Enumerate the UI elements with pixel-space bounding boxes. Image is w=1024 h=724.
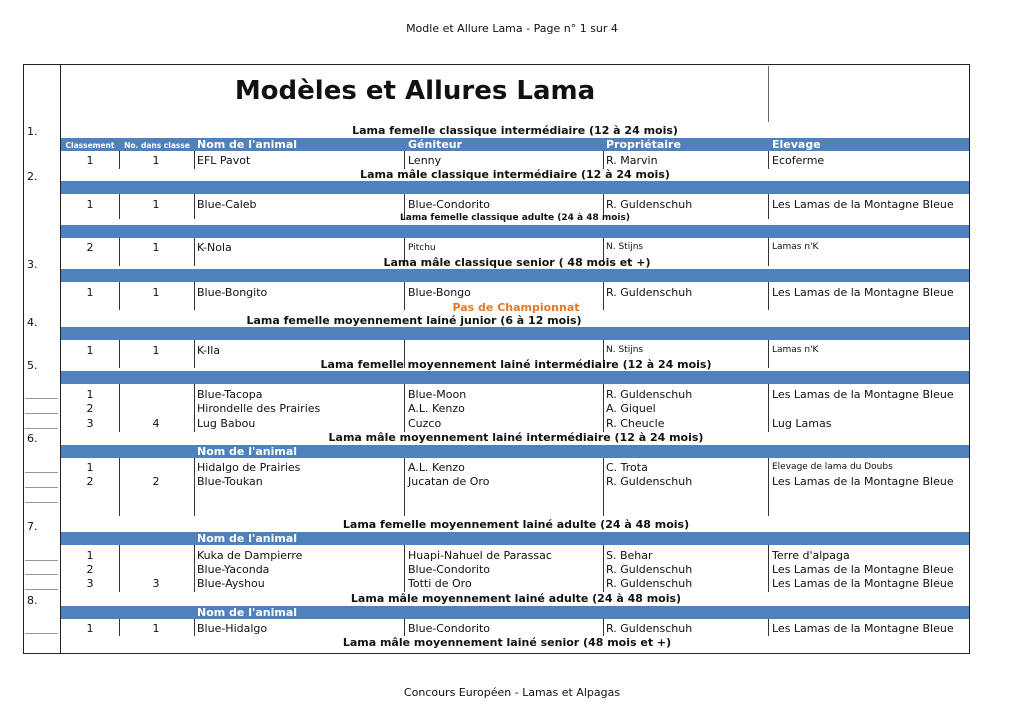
cell-breeder: Les Lamas de la Montagne Bleue xyxy=(772,198,954,211)
cell-sire: Pitchu xyxy=(408,243,436,253)
row-marker-line xyxy=(25,589,58,590)
cell-sire: Blue-Condorito xyxy=(408,622,491,635)
header-bar xyxy=(61,181,969,194)
column-divider xyxy=(194,619,195,636)
column-divider xyxy=(404,619,405,636)
cell-animal-name: Blue-Ayshou xyxy=(197,577,265,590)
cell-rank: 2 xyxy=(86,241,94,254)
page-footer: Concours Européen - Lamas et Alpagas xyxy=(403,686,621,699)
column-divider xyxy=(404,384,405,432)
cell-owner: A. Giquel xyxy=(606,402,656,415)
column-header-name: Nom de l'animal xyxy=(197,606,298,619)
cell-animal-name: K-Nola xyxy=(197,241,232,254)
column-divider xyxy=(768,238,769,266)
column-divider xyxy=(119,384,120,432)
row-marker-line xyxy=(25,413,58,414)
column-header-num: No. dans classe xyxy=(124,141,190,150)
column-divider xyxy=(603,458,604,516)
cell-class-number: 2 xyxy=(152,475,160,488)
cell-owner: R. Guldenschuh xyxy=(606,563,693,576)
cell-rank: 1 xyxy=(86,388,94,401)
cell-breeder: Lamas n'K xyxy=(772,242,819,252)
section-number: 4. xyxy=(27,316,38,329)
cell-owner: R. Guldenschuh xyxy=(606,388,693,401)
section-number: 6. xyxy=(27,432,38,445)
cell-sire: A.L. Kenzo xyxy=(408,461,465,474)
cell-animal-name: Blue-Hidalgo xyxy=(197,622,268,635)
cell-owner: S. Behar xyxy=(606,549,653,562)
column-header-rank: Classement xyxy=(65,141,115,150)
row-marker-line xyxy=(25,398,58,399)
row-marker-line xyxy=(25,560,58,561)
column-divider xyxy=(119,282,120,310)
cell-rank: 3 xyxy=(86,417,94,430)
column-divider xyxy=(194,340,195,368)
column-divider xyxy=(194,151,195,169)
column-header-sire: Géniteur xyxy=(408,138,463,151)
section-title: Lama mâle moyennement lainé adulte (24 à 48 mois) xyxy=(350,592,682,605)
section-number: 3. xyxy=(27,258,38,271)
cell-breeder: Elevage de lama du Doubs xyxy=(772,462,893,472)
column-divider xyxy=(768,194,769,219)
cell-rank: 1 xyxy=(86,461,94,474)
cell-animal-name: Hirondelle des Prairies xyxy=(197,402,321,415)
column-header-name: Nom de l'animal xyxy=(197,532,298,545)
header-bar xyxy=(61,327,969,340)
cell-rank: 1 xyxy=(86,154,94,167)
cell-animal-name: Blue-Bongito xyxy=(197,286,268,299)
cell-class-number: 1 xyxy=(152,241,160,254)
cell-class-number: 1 xyxy=(152,286,160,299)
section-number: 2. xyxy=(27,170,38,183)
column-divider xyxy=(404,458,405,516)
cell-owner: R. Guldenschuh xyxy=(606,577,693,590)
section-number: 1. xyxy=(27,125,38,138)
row-marker-line xyxy=(25,472,58,473)
section-title: Pas de Championnat xyxy=(452,301,580,314)
cell-sire: Blue-Condorito xyxy=(408,563,491,576)
section-title: Lama femelle classique adulte (24 à 48 mois) xyxy=(400,213,630,223)
cell-rank: 1 xyxy=(86,286,94,299)
column-divider xyxy=(768,384,769,432)
cell-class-number: 1 xyxy=(152,154,160,167)
cell-breeder: Les Lamas de la Montagne Bleue xyxy=(772,388,954,401)
cell-animal-name: EFL Pavot xyxy=(197,154,251,167)
section-title: Lama femelle moyennement lainé intermédiaire (12 à 24 mois) xyxy=(320,358,712,371)
column-divider xyxy=(194,194,195,219)
column-divider xyxy=(119,340,120,368)
column-divider xyxy=(404,545,405,592)
cell-breeder: Les Lamas de la Montagne Bleue xyxy=(772,475,954,488)
cell-owner: R. Guldenschuh xyxy=(606,475,693,488)
section-number: 8. xyxy=(27,594,38,607)
section-title: Lama mâle classique senior ( 48 mois et +) xyxy=(383,256,651,269)
cell-owner: N. Stijns xyxy=(606,242,644,252)
cell-sire: Cuzco xyxy=(408,417,442,430)
cell-sire: Blue-Condorito xyxy=(408,198,491,211)
cell-rank: 1 xyxy=(86,622,94,635)
cell-breeder: Les Lamas de la Montagne Bleue xyxy=(772,577,954,590)
column-header-owner: Propriétaire xyxy=(606,138,681,151)
row-marker-line xyxy=(25,487,58,488)
cell-rank: 1 xyxy=(86,549,94,562)
cell-owner: R. Guldenschuh xyxy=(606,286,693,299)
cell-animal-name: Blue-Yaconda xyxy=(197,563,270,576)
column-divider xyxy=(768,151,769,169)
left-column-divider xyxy=(60,64,61,654)
column-divider xyxy=(768,282,769,310)
cell-sire: A.L. Kenzo xyxy=(408,402,465,415)
cell-class-number: 1 xyxy=(152,344,160,357)
column-header-breeder: Elevage xyxy=(772,138,821,151)
row-marker-line xyxy=(25,574,58,575)
cell-sire: Totti de Oro xyxy=(408,577,472,590)
section-title: Lama mâle moyennement lainé intermédiaire (12 à 24 mois) xyxy=(328,431,704,444)
section-title: Lama mâle classique intermédiaire (12 à 24 mois) xyxy=(360,168,670,181)
column-divider xyxy=(119,238,120,266)
cell-animal-name: Blue-Tacopa xyxy=(197,388,263,401)
cell-rank: 1 xyxy=(86,344,94,357)
column-divider xyxy=(603,545,604,592)
row-marker-line xyxy=(25,502,58,503)
section-title: Lama mâle moyennement lainé senior (48 mois et +) xyxy=(342,636,672,649)
row-marker-line xyxy=(25,428,58,429)
column-divider xyxy=(404,151,405,169)
cell-sire: Blue-Moon xyxy=(408,388,467,401)
cell-owner: R. Cheucle xyxy=(606,417,665,430)
column-divider xyxy=(119,151,120,169)
cell-animal-name: Blue-Toukan xyxy=(197,475,263,488)
cell-class-number: 1 xyxy=(152,198,160,211)
cell-animal-name: K-Ila xyxy=(197,344,221,357)
section-title: Lama femelle moyennement lainé adulte (24 à 48 mois) xyxy=(342,518,690,531)
section-number: 5. xyxy=(27,359,38,372)
row-marker-line xyxy=(25,633,58,634)
page-title: Modèles et Allures Lama xyxy=(234,76,596,106)
column-divider xyxy=(768,340,769,368)
column-divider xyxy=(194,545,195,592)
column-divider xyxy=(194,282,195,310)
cell-breeder: Les Lamas de la Montagne Bleue xyxy=(772,622,954,635)
cell-sire: Jucatan de Oro xyxy=(408,475,490,488)
page-header: Modle et Allure Lama - Page n° 1 sur 4 xyxy=(406,22,618,35)
cell-animal-name: Blue-Caleb xyxy=(197,198,257,211)
cell-owner: C. Trota xyxy=(606,461,648,474)
cell-breeder: Les Lamas de la Montagne Bleue xyxy=(772,286,954,299)
column-divider xyxy=(603,619,604,636)
cell-breeder: Les Lamas de la Montagne Bleue xyxy=(772,563,954,576)
section-number: 7. xyxy=(27,520,38,533)
column-divider xyxy=(603,384,604,432)
cell-breeder: Lug Lamas xyxy=(772,417,832,430)
column-divider xyxy=(119,458,120,516)
cell-sire: Lenny xyxy=(408,154,442,167)
cell-breeder: Ecoferme xyxy=(772,154,825,167)
cell-owner: R. Guldenschuh xyxy=(606,198,693,211)
cell-rank: 2 xyxy=(86,402,94,415)
column-divider xyxy=(194,458,195,516)
section-title: Lama femelle moyennement lainé junior (6 à 12 mois) xyxy=(246,314,582,327)
cell-owner: R. Marvin xyxy=(606,154,658,167)
cell-animal-name: Lug Babou xyxy=(197,417,256,430)
column-header-name: Nom de l'animal xyxy=(197,138,298,151)
cell-rank: 1 xyxy=(86,198,94,211)
cell-animal-name: Hidalgo de Prairies xyxy=(197,461,301,474)
column-divider xyxy=(603,282,604,310)
column-divider xyxy=(768,458,769,516)
column-divider xyxy=(119,545,120,592)
cell-breeder: Terre d'alpaga xyxy=(772,549,850,562)
column-divider xyxy=(119,194,120,219)
column-divider xyxy=(194,238,195,266)
column-divider xyxy=(768,619,769,636)
cell-breeder: Lamas n'K xyxy=(772,345,819,355)
section-title: Lama femelle classique intermédiaire (12 à 24 mois) xyxy=(352,124,678,137)
header-bar xyxy=(61,371,969,384)
cell-rank: 2 xyxy=(86,563,94,576)
cell-rank: 2 xyxy=(86,475,94,488)
cell-sire: Blue-Bongo xyxy=(408,286,471,299)
cell-class-number: 1 xyxy=(152,622,160,635)
cell-class-number: 4 xyxy=(152,417,160,430)
column-header-name: Nom de l'animal xyxy=(197,445,298,458)
column-divider xyxy=(768,545,769,592)
column-divider xyxy=(194,384,195,432)
column-divider xyxy=(603,151,604,169)
cell-owner: N. Stijns xyxy=(606,345,644,355)
header-bar xyxy=(61,225,969,238)
cell-owner: R. Guldenschuh xyxy=(606,622,693,635)
column-divider xyxy=(119,619,120,636)
cell-sire: Huapi-Nahuel de Parassac xyxy=(408,549,552,562)
column-divider xyxy=(404,282,405,310)
cell-animal-name: Kuka de Dampierre xyxy=(197,549,303,562)
header-bar xyxy=(61,269,969,282)
cell-class-number: 3 xyxy=(152,577,160,590)
cell-rank: 3 xyxy=(86,577,94,590)
